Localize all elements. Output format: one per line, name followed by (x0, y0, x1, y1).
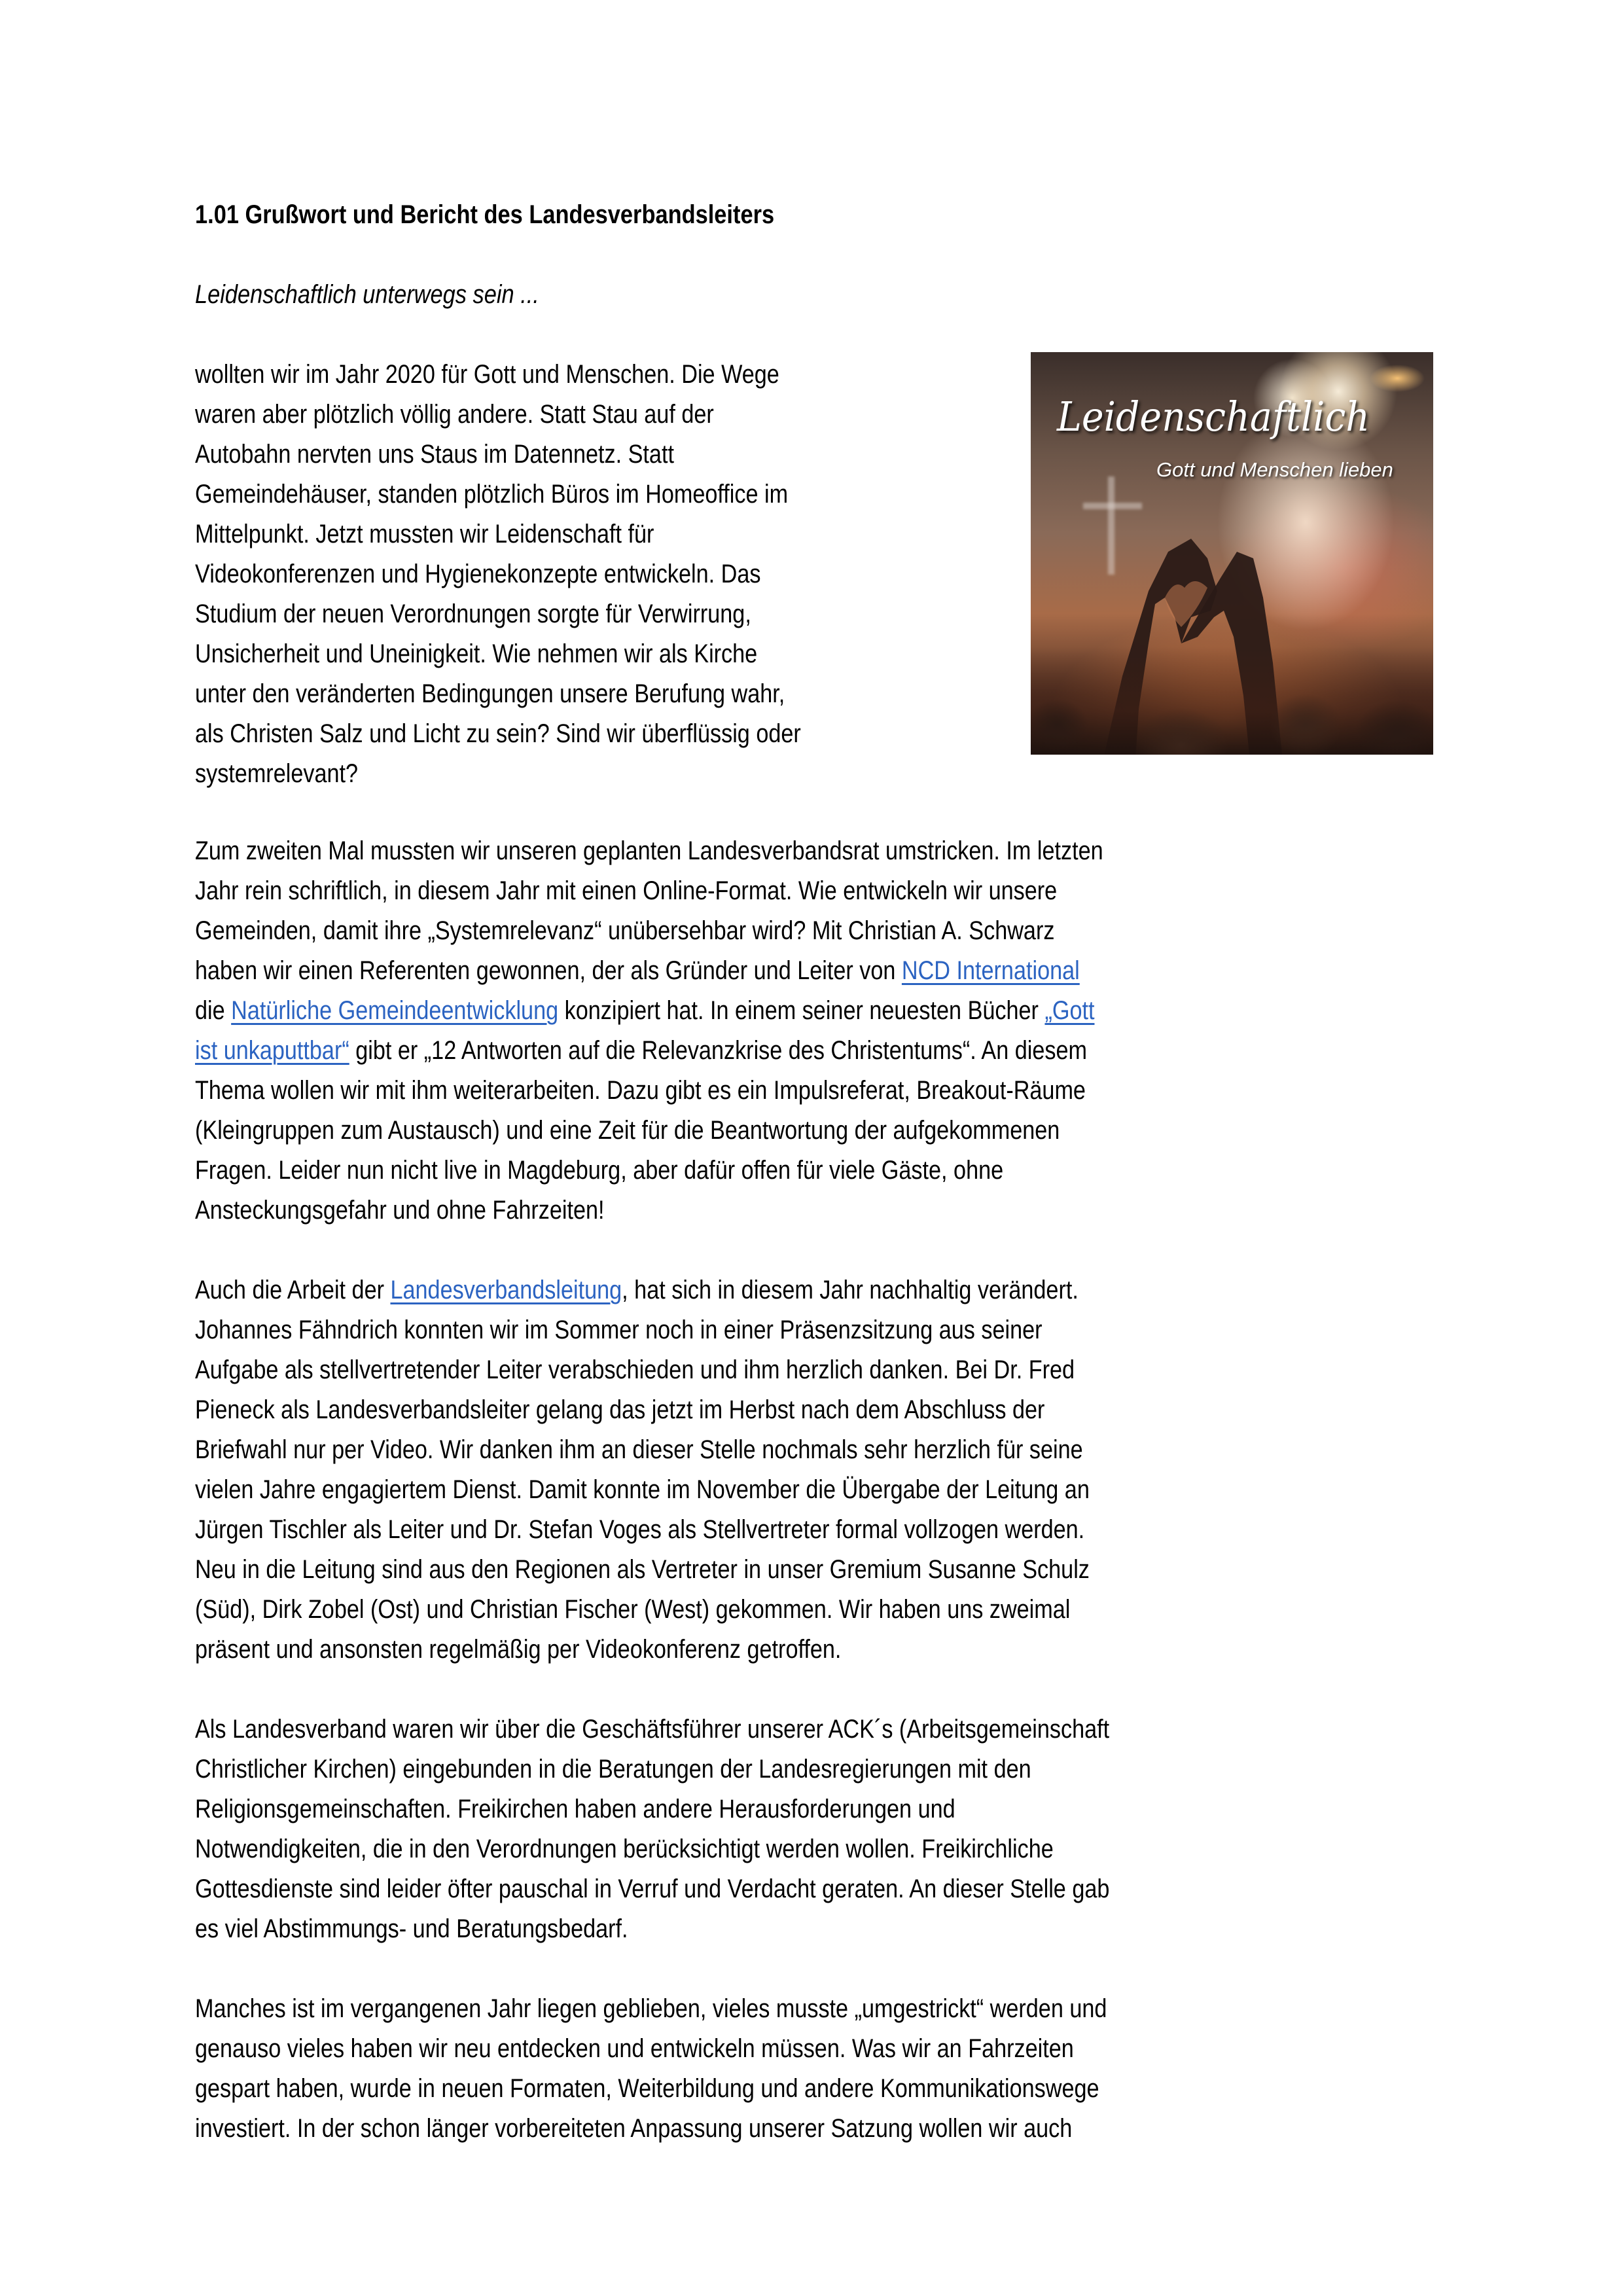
text-line: investiert. In der schon länger vorbereiteten Anpassung unserer Satzung wollen wir auch (195, 2114, 1073, 2143)
text-line: Gemeinden, damit ihre „Systemrelevanz“ unübersehbar wird? Mit Christian A. Schwarz (195, 916, 1055, 945)
paragraph-5 (195, 1989, 1262, 2149)
text-line: Zum zweiten Mal mussten wir unseren geplanten Landesverbandsrat umstricken. Im letzten (195, 836, 1103, 865)
paragraph-1 (195, 355, 904, 794)
text-line: als Christen Salz und Licht zu sein? Sind wir überflüssig oder (195, 719, 801, 748)
leidenschaftlich-image (1031, 352, 1433, 755)
text-line: waren aber plötzlich völlig andere. Statt Stau auf der (195, 400, 714, 429)
text-line: Pieneck als Landesverbandsleiter gelang das jetzt im Herbst nach dem Abschluss der (195, 1395, 1045, 1424)
text-line: gespart haben, wurde in neuen Formaten, Weiterbildung und andere Kommunikationswege (195, 2074, 1099, 2103)
text-line: Jahr rein schriftlich, in diesem Jahr mit einen Online-Format. Wie entwickeln wir unsere (195, 876, 1058, 905)
link-natuerliche-gemeindeentwicklung[interactable]: Natürliche Gemeindeentwicklung (231, 996, 559, 1025)
text-line: Mittelpunkt. Jetzt mussten wir Leidenschaft für (195, 520, 654, 548)
text-line: Religionsgemeinschaften. Freikirchen haben andere Herausforderungen und (195, 1795, 955, 1823)
text-line (195, 1031, 1103, 1071)
text-line: unter den veränderten Bedingungen unsere Berufung wahr, (195, 679, 785, 708)
text-fragment: Auch die Arbeit der (195, 1276, 391, 1304)
text-line: Neu in die Leitung sind aus den Regionen als Vertreter in unser Gremium Susanne Schulz (195, 1555, 1090, 1584)
text-line: Unsicherheit und Uneinigkeit. Wie nehmen wir als Kirche (195, 639, 758, 668)
text-line (195, 951, 1103, 991)
text-fragment: die (195, 996, 232, 1025)
text-fragment: gibt er „12 Antworten auf die Relevanzkrise des Christentums“. An diesem (349, 1036, 1087, 1065)
link-landesverbandsleitung[interactable]: Landesverbandsleitung (390, 1276, 622, 1304)
text-line: Johannes Fähndrich konnten wir im Sommer noch in einer Präsenzsitzung aus seiner (195, 1316, 1043, 1344)
text-line: Gottesdienste sind leider öfter pauschal in Verruf und Verdacht geraten. An dieser Stelle gab (195, 1874, 1110, 1903)
link-gott-ist-unkaputtbar[interactable]: „Gott (1044, 996, 1095, 1025)
page-subtitle: Leidenschaftlich unterwegs sein ... (195, 280, 539, 309)
text-fragment: konzipiert hat. In einem seiner neuesten Bücher (558, 996, 1045, 1025)
text-fragment: , hat sich in diesem Jahr nachhaltig verändert. (622, 1276, 1079, 1304)
crowd-shape (1031, 647, 1433, 755)
text-line (195, 1270, 1090, 1310)
text-line: vielen Jahre engagiertem Dienst. Damit konnte im November die Übergabe der Leitung an (195, 1475, 1090, 1504)
cross-shape-bar (1083, 503, 1142, 509)
link-gott-ist-unkaputtbar-cont[interactable]: ist unkaputtbar“ (195, 1036, 349, 1065)
text-line (195, 991, 1103, 1031)
text-line: systemrelevant? (195, 759, 359, 788)
text-line: Manches ist im vergangenen Jahr liegen geblieben, vieles musste „umgestrickt“ werden und (195, 1994, 1107, 2023)
text-line: Als Landesverband waren wir über die Geschäftsführer unserer ACK´s (Arbeitsgemeinschaft (195, 1715, 1110, 1744)
text-line: Autobahn nervten uns Staus im Datennetz. Statt (195, 440, 674, 469)
text-line: Briefwahl nur per Video. Wir danken ihm an dieser Stelle nochmals sehr herzlich für seine (195, 1435, 1083, 1464)
text-line: Thema wollen wir mit ihm weiterarbeiten. Dazu gibt es ein Impulsreferat, Breakout-Räume (195, 1076, 1086, 1105)
text-line: Christlicher Kirchen) eingebunden in die Beratungen der Landesregierungen mit den (195, 1755, 1031, 1784)
page-title: 1.01 Grußwort und Bericht des Landesverbandsleiters (195, 200, 775, 229)
text-line: genauso vieles haben wir neu entdecken und entwickeln müssen. Was wir an Fahrzeiten (195, 2034, 1074, 2063)
text-line: es viel Abstimmungs- und Beratungsbedarf. (195, 1914, 628, 1943)
text-line: Videokonferenzen und Hygienekonzepte entwickeln. Das (195, 560, 761, 588)
text-line: (Kleingruppen zum Austausch) und eine Zeit für die Beantwortung der aufgekommenen (195, 1116, 1060, 1145)
text-line: Fragen. Leider nun nicht live in Magdeburg, aber dafür offen für viele Gäste, ohne (195, 1156, 1004, 1185)
text-line: (Süd), Dirk Zobel (Ost) und Christian Fischer (West) gekommen. Wir haben uns zweimal (195, 1595, 1071, 1624)
text-line: Aufgabe als stellvertretender Leiter verabschieden und ihm herzlich danken. Bei Dr. Fred (195, 1355, 1075, 1384)
text-line: Gemeindehäuser, standen plötzlich Büros im Homeoffice im (195, 480, 789, 509)
paragraph-4 (195, 1710, 1264, 1949)
text-line: Notwendigkeiten, die in den Verordnungen berücksichtigt werden wollen. Freikirchliche (195, 1835, 1054, 1863)
text-line: Ansteckungsgefahr und ohne Fahrzeiten! (195, 1196, 605, 1225)
paragraph-2 (195, 831, 1257, 1230)
text-line: präsent und ansonsten regelmäßig per Videokonferenz getroffen. (195, 1635, 842, 1664)
text-line: wollten wir im Jahr 2020 für Gott und Menschen. Die Wege (195, 360, 779, 389)
link-ncd-international[interactable]: NCD International (901, 956, 1080, 985)
text-line: Jürgen Tischler als Leiter und Dr. Stefan Voges als Stellvertreter formal vollzogen werden. (195, 1515, 1085, 1544)
image-subtitle: Gott und Menschen lieben (1156, 458, 1393, 481)
text-line: Studium der neuen Verordnungen sorgte für Verwirrung, (195, 600, 751, 628)
paragraph-3 (195, 1270, 1241, 1670)
image-title: Leidenschaftlich (1057, 393, 1370, 440)
text-fragment: haben wir einen Referenten gewonnen, der als Gründer und Leiter von (195, 956, 902, 985)
